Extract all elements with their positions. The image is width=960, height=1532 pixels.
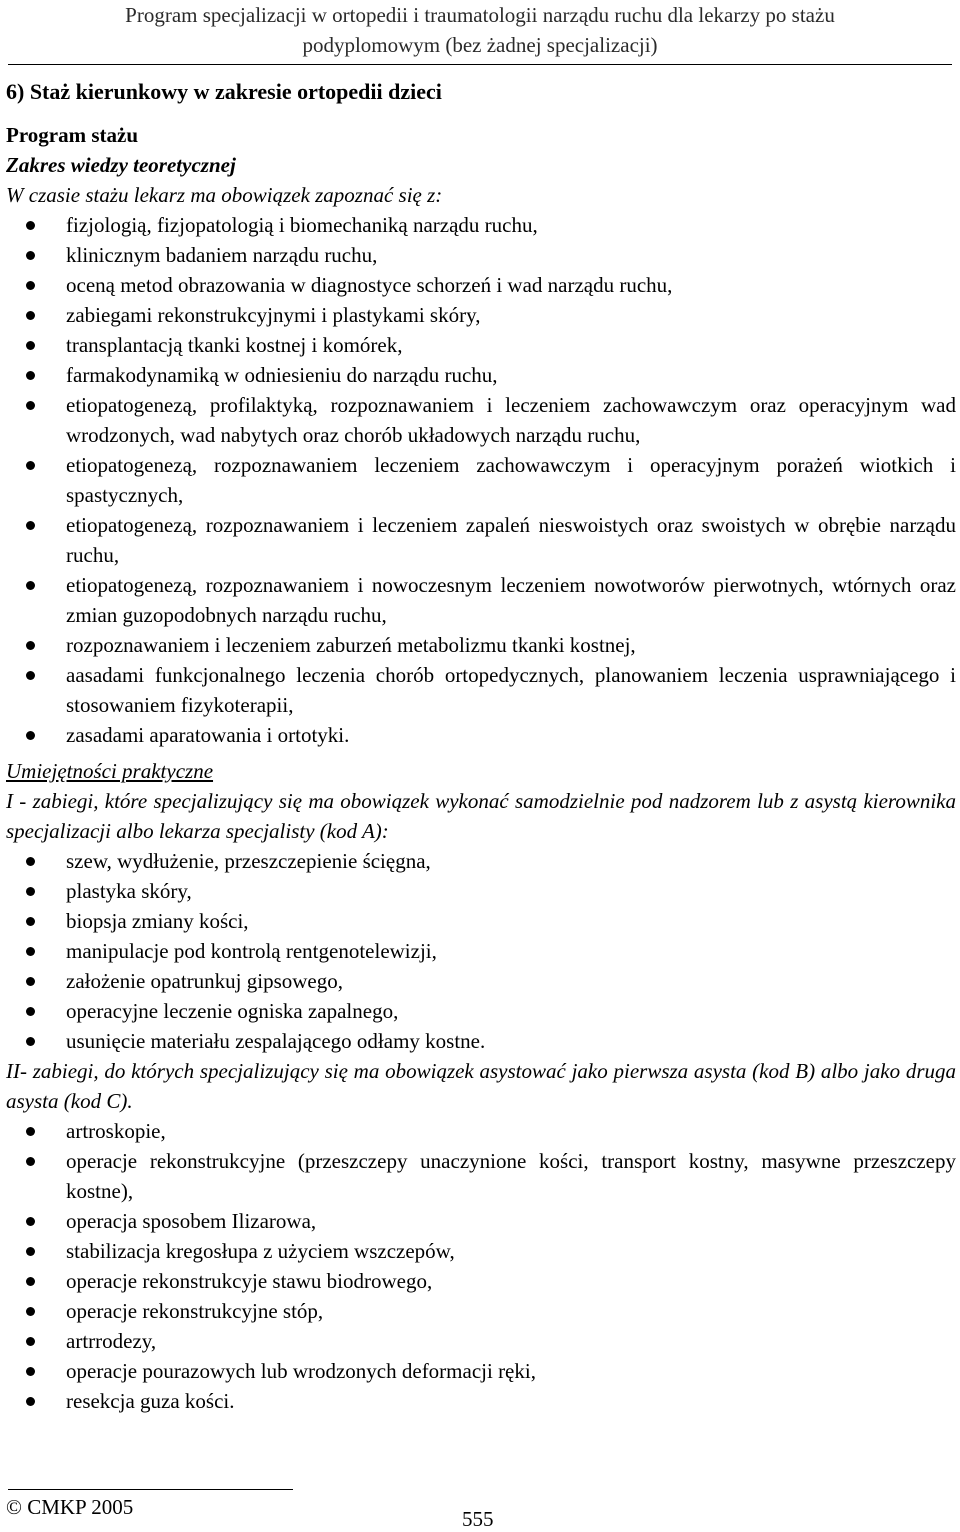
page-content bbox=[6, 76, 956, 1416]
running-header bbox=[0, 0, 960, 60]
list-item: manipulacje pod kontrolą rentgenotelewizji, bbox=[6, 936, 956, 966]
list-item: rozpoznawaniem i leczeniem zaburzeń metabolizmu tkanki kostnej, bbox=[6, 630, 956, 660]
list-item: etiopatogenezą, rozpoznawaniem i leczeniem zapaleń nieswoistych oraz swoistych w obrębie narządu ruchu, bbox=[6, 510, 956, 570]
list-item: aasadami funkcjonalnego leczenia chorób ortopedycznych, planowaniem leczenia usprawniającego i stosowaniem fizykoterapii, bbox=[6, 660, 956, 720]
group-2-list bbox=[6, 1116, 956, 1416]
list-item: farmakodynamiką w odniesieniu do narządu ruchu, bbox=[6, 360, 956, 390]
group-1-intro: I - zabiegi, które specjalizujący się ma obowiązek wykonać samodzielnie pod nadzorem lub z asystą kierownika specjalizacji albo lekarza specjalisty (kod A): bbox=[6, 789, 956, 843]
list-item: szew, wydłużenie, przeszczepienie ścięgna, bbox=[6, 846, 956, 876]
list-item: etiopatogenezą, profilaktyką, rozpoznawaniem i leczeniem zachowawczym oraz operacyjnym wad wrodzonych, wad nabytych oraz chorób układowych narządu ruchu, bbox=[6, 390, 956, 450]
group-1-list bbox=[6, 846, 956, 1056]
page-number: 555 bbox=[462, 1507, 494, 1531]
list-item: klinicznym badaniem narządu ruchu, bbox=[6, 240, 956, 270]
list-item: usunięcie materiału zespalającego odłamy kostne. bbox=[6, 1026, 956, 1056]
list-item: etiopatogenezą, rozpoznawaniem leczeniem zachowawczym i operacyjnym porażeń wiotkich i spastycznych, bbox=[6, 450, 956, 510]
list-item: transplantacją tkanki kostnej i komórek, bbox=[6, 330, 956, 360]
footer-copyright: © CMKP 2005 bbox=[6, 1495, 134, 1519]
list-item: zasadami aparatowania i ortotyki. bbox=[6, 720, 956, 750]
list-item: operacje rekonstrukcyjne stóp, bbox=[6, 1296, 956, 1326]
knowledge-heading: Zakres wiedzy teoretycznej bbox=[6, 153, 236, 177]
list-item: operacyjne leczenie ogniska zapalnego, bbox=[6, 996, 956, 1026]
list-item: operacje rekonstrukcyjne (przeszczepy unaczynione kości, transport kostny, masywne przeszczepy kostne), bbox=[6, 1146, 956, 1206]
knowledge-intro: W czasie stażu lekarz ma obowiązek zapoznać się z: bbox=[6, 183, 443, 207]
skills-heading: Umiejętności praktyczne bbox=[6, 759, 214, 783]
program-label: Program stażu bbox=[6, 123, 138, 147]
list-item: biopsja zmiany kości, bbox=[6, 906, 956, 936]
list-item: operacje pourazowych lub wrodzonych deformacji ręki, bbox=[6, 1356, 956, 1386]
list-item: artrrodezy, bbox=[6, 1326, 956, 1356]
header-divider bbox=[8, 64, 952, 65]
group-2-intro: II- zabiegi, do których specjalizujący się ma obowiązek asystować jako pierwsza asysta (kod B) albo jako druga asysta (kod C). bbox=[6, 1059, 956, 1113]
list-item: resekcja guza kości. bbox=[6, 1386, 956, 1416]
header-line-2: podyplomowym (bez żadnej specjalizacji) bbox=[302, 33, 658, 57]
list-item: etiopatogenezą, rozpoznawaniem i nowoczesnym leczeniem nowotworów pierwotnych, wtórnych oraz zmian guzopodobnych narządu ruchu, bbox=[6, 570, 956, 630]
footer-divider bbox=[8, 1489, 293, 1490]
list-item: plastyka skóry, bbox=[6, 876, 956, 906]
list-item: stabilizacja kregosłupa z użyciem wszczepów, bbox=[6, 1236, 956, 1266]
section-title: 6) Staż kierunkowy w zakresie ortopedii dzieci bbox=[6, 79, 442, 104]
list-item: fizjologią, fizjopatologią i biomechaniką narządu ruchu, bbox=[6, 210, 956, 240]
knowledge-list bbox=[6, 210, 956, 750]
list-item: zabiegami rekonstrukcyjnymi i plastykami skóry, bbox=[6, 300, 956, 330]
list-item: operacje rekonstrukcyje stawu biodrowego, bbox=[6, 1266, 956, 1296]
header-line-1: Program specjalizacji w ortopedii i traumatologii narządu ruchu dla lekarzy po stażu bbox=[125, 3, 835, 27]
list-item: operacja sposobem Ilizarowa, bbox=[6, 1206, 956, 1236]
list-item: artroskopie, bbox=[6, 1116, 956, 1146]
list-item: oceną metod obrazowania w diagnostyce schorzeń i wad narządu ruchu, bbox=[6, 270, 956, 300]
list-item: założenie opatrunkuj gipsowego, bbox=[6, 966, 956, 996]
